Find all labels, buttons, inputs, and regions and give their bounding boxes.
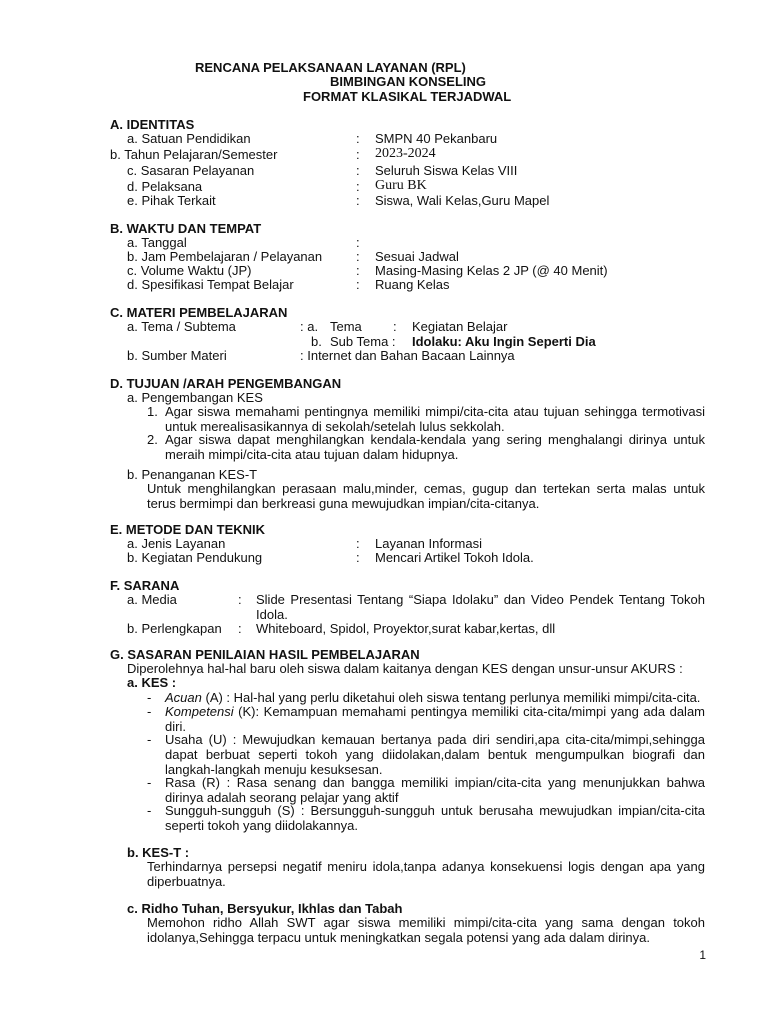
identitas-value: 2023-2024 [375,146,436,161]
ridho-description: Memohon ridho Allah SWT agar siswa memiliki mimpi/cita-cita yang sama dengan tokoh idolanya,Sehingga terpacu untuk meningkatkan segala potensi yang ada dalam dirinya. [147,915,705,945]
waktu-label: c. Volume Waktu (JP) [127,263,252,278]
media-sep: : [238,592,242,607]
akurs-term: Acuan [165,690,202,705]
section-a-heading: A. IDENTITAS [110,117,195,132]
akurs-item [165,690,700,705]
tema-colon: : [393,319,397,334]
metode-sep: : [356,550,360,565]
section-f-heading: F. SARANA [110,578,180,593]
akurs-item: Sungguh-sungguh (S) : Bersungguh-sungguh untuk berusaha mewujudkan impian/cita-cita seperti tokoh yang diidolakannya. [165,803,705,833]
identitas-sep: : [356,147,360,162]
identitas-label: d. Pelaksana [127,179,203,194]
metode-label: b. Kegiatan Pendukung [127,550,263,565]
title-line-3: FORMAT KLASIKAL TERJADWAL [303,89,512,104]
media-value: Slide Presentasi Tentang “Siapa Idolaku” dan Video Pendek Tentang Tokoh Idola. [256,592,705,622]
waktu-sep: : [356,263,360,278]
bullet-dash: - [147,690,152,705]
sumber-value: : Internet dan Bahan Bacaan Lainnya [300,348,515,363]
kest-description: Terhindarnya persepsi negatif meniru idola,tanpa adanya konsekuensi logis dengan apa yang diperbuatnya. [147,859,705,889]
waktu-value: Masing-Masing Kelas 2 JP (@ 40 Menit) [375,263,608,278]
page-number: 1 [699,948,706,962]
waktu-value: Ruang Kelas [375,277,450,292]
bullet-dash: - [147,775,152,790]
section-g-heading: G. SASARAN PENILAIAN HASIL PEMBELAJARAN [110,647,420,662]
kes-label: a. Pengembangan KES [127,390,263,405]
sumber-label: b. Sumber Materi [127,348,227,363]
title-line-2: BIMBINGAN KONSELING [330,74,486,89]
media-label: a. Media [127,592,177,607]
waktu-label: b. Jam Pembelajaran / Pelayanan [127,249,323,264]
metode-value: Layanan Informasi [375,536,482,551]
identitas-sep: : [356,179,360,194]
kest-text: Untuk menghilangkan perasaan malu,minder, cemas, gugup dan tertekan serta malas untuk terus bermimpi dan berkreasi guna mewujudkan impian/cita-citanya. [147,481,705,511]
tema-value: Kegiatan Belajar [412,319,508,334]
bullet-dash: - [147,803,152,818]
subtema-prefix: b. [311,334,322,349]
waktu-sep: : [356,235,360,250]
identitas-label: b. Tahun Pelajaran/Semester [110,147,278,162]
perlengkapan-label: b. Perlengkapan [127,621,222,636]
tema-key: Tema [330,319,362,334]
identitas-sep: : [356,131,360,146]
section-c-heading: C. MATERI PEMBELAJARAN [110,305,288,320]
identitas-value: SMPN 40 Pekanbaru [375,131,498,146]
akurs-item: Rasa (R) : Rasa senang dan bangga memiliki impian/cita-cita yang menunjukkan bahwa dirinya adalah seorang pelajar yang aktif [165,775,705,805]
perlengkapan-value: Whiteboard, Spidol, Proyektor,surat kabar,kertas, dll [256,621,556,636]
kes-heading: a. KES : [127,675,177,690]
identitas-sep: : [356,193,360,208]
identitas-sep: : [356,163,360,178]
akurs-item [165,704,705,734]
waktu-sep: : [356,249,360,264]
metode-sep: : [356,536,360,551]
kest-label: b. Penanganan KES-T [127,467,258,482]
bullet-dash: - [147,732,152,747]
waktu-sep: : [356,277,360,292]
akurs-text: (A) : Hal-hal yang perlu diketahui oleh siswa tentang perlunya memiliki mimpi/cita-cita. [201,690,701,705]
tema-label: a. Tema / Subtema [127,319,236,334]
akurs-text: (K): Kemampuan memahami pentingya memiliki cita-cita/mimpi yang ada dalam diri. [165,704,705,734]
section-b-heading: B. WAKTU DAN TEMPAT [110,221,262,236]
identitas-value: Siswa, Wali Kelas,Guru Mapel [375,193,550,208]
perlengkapan-sep: : [238,621,242,636]
section-d-heading: D. TUJUAN /ARAH PENGEMBANGAN [110,376,342,391]
identitas-value: Seluruh Siswa Kelas VIII [375,163,518,178]
kest-heading: b. KES-T : [127,845,190,860]
identitas-label: e. Pihak Terkait [127,193,216,208]
title-line-1: RENCANA PELAKSANAAN LAYANAN (RPL) [195,60,466,75]
sasaran-intro: Diperolehnya hal-hal baru oleh siswa dalam kaitanya dengan KES dengan unsur-unsur AKURS : [127,661,683,676]
subtema-value: Idolaku: Aku Ingin Seperti Dia [412,334,596,349]
section-e-heading: E. METODE DAN TEKNIK [110,522,266,537]
ridho-heading: c. Ridho Tuhan, Bersyukur, Ikhlas dan Tabah [127,901,403,916]
kes-item-text: Agar siswa memahami pentingnya memiliki mimpi/cita-cita atau tujuan sehingga termotivasi untuk merealisasikannya di sekolah/setelah lulus sekkolah. [165,404,705,434]
akurs-term: Kompetensi [165,704,234,719]
akurs-item: Usaha (U) : Mewujudkan kemauan bertanya pada diri sendiri,apa cita-cita/mimpi,sehingga dapat berbuat seperti tokoh yang diidolakan,dalam bentuk mengumpulkan biografi dan langkah-langkah menuju kesuksesan. [165,732,705,777]
identitas-label: a. Satuan Pendidikan [127,131,251,146]
tema-sep: : a. [300,319,319,334]
metode-label: a. Jenis Layanan [127,536,226,551]
kes-item-num: 2. [147,432,158,447]
waktu-label: a. Tanggal [127,235,187,250]
waktu-value: Sesuai Jadwal [375,249,459,264]
kes-item-text: Agar siswa dapat menghilangkan kendala-kendala yang sering menghalangi dirinya untuk meraih mimpi/cita-cita atau tujuan dalam hidupnya. [165,432,705,462]
identitas-value: Guru BK [375,178,427,193]
metode-value: Mencari Artikel Tokoh Idola. [375,550,534,565]
waktu-label: d. Spesifikasi Tempat Belajar [127,277,294,292]
subtema-key: Sub Tema : [330,334,396,349]
identitas-label: c. Sasaran Pelayanan [127,163,255,178]
kes-item-num: 1. [147,404,158,419]
bullet-dash: - [147,704,152,719]
